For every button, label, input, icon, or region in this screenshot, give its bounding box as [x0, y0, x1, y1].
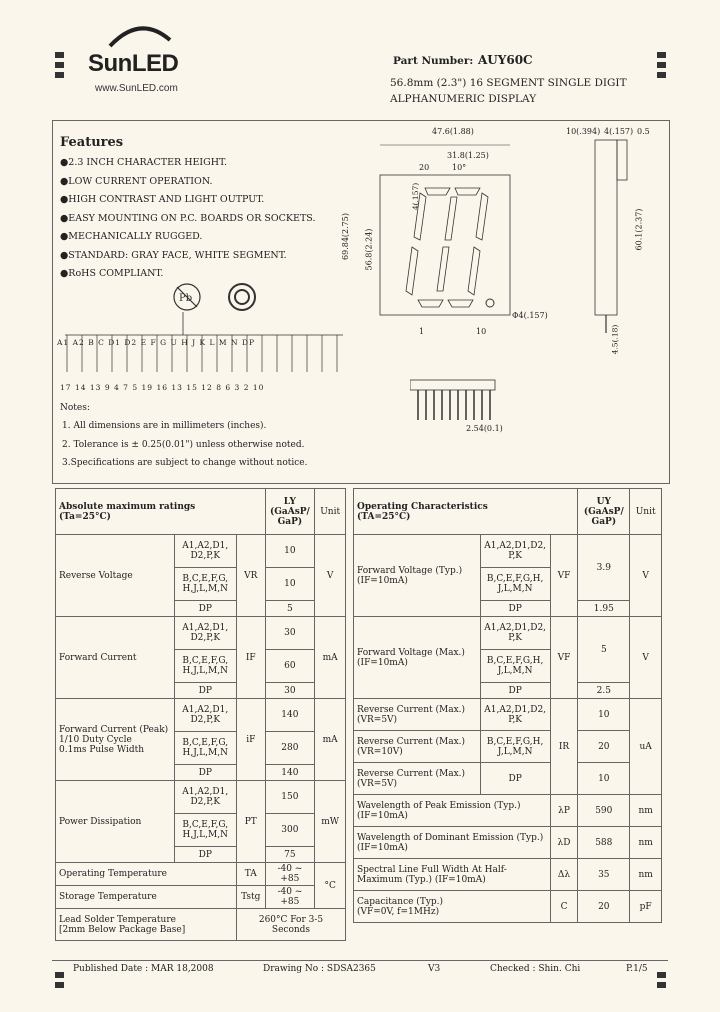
pin-1-label: 1: [419, 327, 425, 336]
note-item: 1. All dimensions are in millimeters (inches).: [62, 421, 267, 431]
part-number: AUY60C: [478, 53, 533, 67]
schematic-pin-numbers: 17 14 13 9 4 7 5 19 16 13 15 12 8 6 3 2 10: [60, 383, 265, 392]
dim-width: 47.6(1.88): [432, 127, 474, 136]
schematic-top-labels: A1 A2 B C D1 D2 E F G U H J K L M N DP: [57, 338, 256, 347]
logo-arc-icon: [105, 22, 175, 48]
corner-mark: [55, 62, 64, 68]
corner-mark: [55, 982, 64, 988]
dim-height: 69.84(2.75): [340, 213, 350, 260]
corner-mark: [657, 62, 666, 68]
dim-pitch: 2.54(0.1): [466, 424, 503, 433]
feature-item: ●STANDARD: GRAY FACE, WHITE SEGMENT.: [60, 249, 287, 261]
corner-mark: [657, 982, 666, 988]
corner-mark: [657, 52, 666, 58]
feature-item: ●2.3 INCH CHARACTER HEIGHT.: [60, 157, 228, 168]
feature-item: ●LOW CURRENT OPERATION.: [60, 175, 213, 187]
corner-mark: [55, 52, 64, 58]
corner-mark: [55, 972, 64, 978]
features-list: [60, 157, 316, 287]
dim-568: 56.8(2.24): [364, 228, 374, 271]
checked-by: Checked : Shin. Chi: [490, 964, 581, 974]
dim-31: 31.8(1.25): [447, 151, 489, 160]
notes-title: Notes:: [60, 403, 90, 413]
feature-item: ●RoHS COMPLIANT.: [60, 268, 164, 279]
dim-side3: 0.5: [637, 127, 650, 136]
dim-hole: Φ4(.157): [512, 311, 548, 320]
description-line1: 56.8mm (2.3") 16 SEGMENT SINGLE DIGIT: [390, 77, 627, 89]
footer-rule: [52, 960, 668, 961]
side-view-drawing: [590, 135, 640, 345]
page-number: P.1/5: [626, 964, 648, 974]
company-url: www.SunLED.com: [95, 83, 178, 94]
abs-max-table: Absolute maximum ratings (Ta=25°C) LY (GaAsP/ GaP) Unit Reverse Voltage A1,A2,D1, D2,P,K VR 10 V B,C,E,F,G, H,J,L,M,N 10 DP 5 Forward Current A1,A2,D1, D2,P,K IF 30 mA B,C,E,F,G, H,J,L,M,N 60 DP 30 Forward Current (Peak) 1/10 Duty Cycle 0.1ms Pulse Width A1,A2,D1, D2,P,K iF 140 mA B,C,E,F,G, H,J,L,M,N 280 DP 140 Power Dissipation A1,A2,D1, D2,P,K PT 150 mW B,C,E,F,G, H,J,L,M,N 300 DP 75 Operating Temperature TA -40 ~ +85 °C Storage Temperature Tstg -40 ~ +85 Lead Solder Temperature [2mm Below Package Base] 260°C For 3-5 Seconds: [55, 488, 346, 941]
dim-10: 10°: [452, 163, 467, 172]
corner-mark: [55, 72, 64, 78]
dim-pin-length: 4.5(.18): [610, 324, 620, 355]
part-number-label: Part Number:: [393, 55, 474, 67]
dim-side2: 4(.157): [604, 127, 634, 136]
feature-item: ●HIGH CONTRAST AND LIGHT OUTPUT.: [60, 194, 265, 205]
dim-side1: 10(.394): [566, 127, 601, 136]
description-line2: ALPHANUMERIC DISPLAY: [390, 93, 537, 105]
dim-4a: 4(.157): [411, 182, 421, 211]
corner-mark: [657, 972, 666, 978]
logo: SunLED: [88, 50, 179, 77]
corner-mark: [657, 72, 666, 78]
rohs-icon: [227, 282, 257, 312]
note-item: 3.Specifications are subject to change without notice.: [62, 458, 308, 468]
published-date: Published Date : MAR 18,2008: [73, 964, 214, 974]
feature-item: ●MECHANICALLY RUGGED.: [60, 231, 203, 242]
operating-characteristics-table: Operating Characteristics (TA=25°C) UY (GaAsP/ GaP) Unit Forward Voltage (Typ.) (IF=10mA) A1,A2,D1,D2, P,K VF 3.9 V B,C,E,F,G,H, J,L,M,N DP 1.95 Forward Voltage (Max.) (IF=10mA) A1,A2,D1,D2, P,K VF 5 V B,C,E,F,G,H, J,L,M,N DP 2.5 Reverse Current (Max.) (VR=5V) A1,A2,D1,D2, P,K IR 10 uA Reverse Current (Max.) (VR=10V) B,C,E,F,G,H, J,L,M,N 20 Reverse Current (Max.) (VR=5V) DP 10 Wavelength of Peak Emission (Typ.) (IF=10mA) λP 590 nm Wavelength of Dominant Emission (Typ.) (IF=10mA) λD 588 nm Spectral Line Full Width At Half- Maximum (Typ.) (IF=10mA) Δλ 35 nm Capacitance (Typ.) (VF=0V, f=1MHz) C 20 pF: [353, 488, 662, 923]
drawing-number: Drawing No : SDSA2365: [263, 964, 376, 974]
feature-item: ●EASY MOUNTING ON P.C. BOARDS OR SOCKETS.: [60, 212, 316, 224]
dim-side-height: 60.1(2.37): [634, 208, 644, 251]
pin-10-label: 10: [476, 327, 487, 336]
svg-text:Pb: Pb: [179, 293, 193, 304]
version: V3: [428, 964, 441, 974]
note-item: 2. Tolerance is ± 0.25(0.01") unless otherwise noted.: [62, 440, 305, 450]
pin-bottom-view: [410, 375, 500, 425]
features-title: Features: [60, 135, 124, 150]
dim-20: 20: [419, 163, 430, 172]
